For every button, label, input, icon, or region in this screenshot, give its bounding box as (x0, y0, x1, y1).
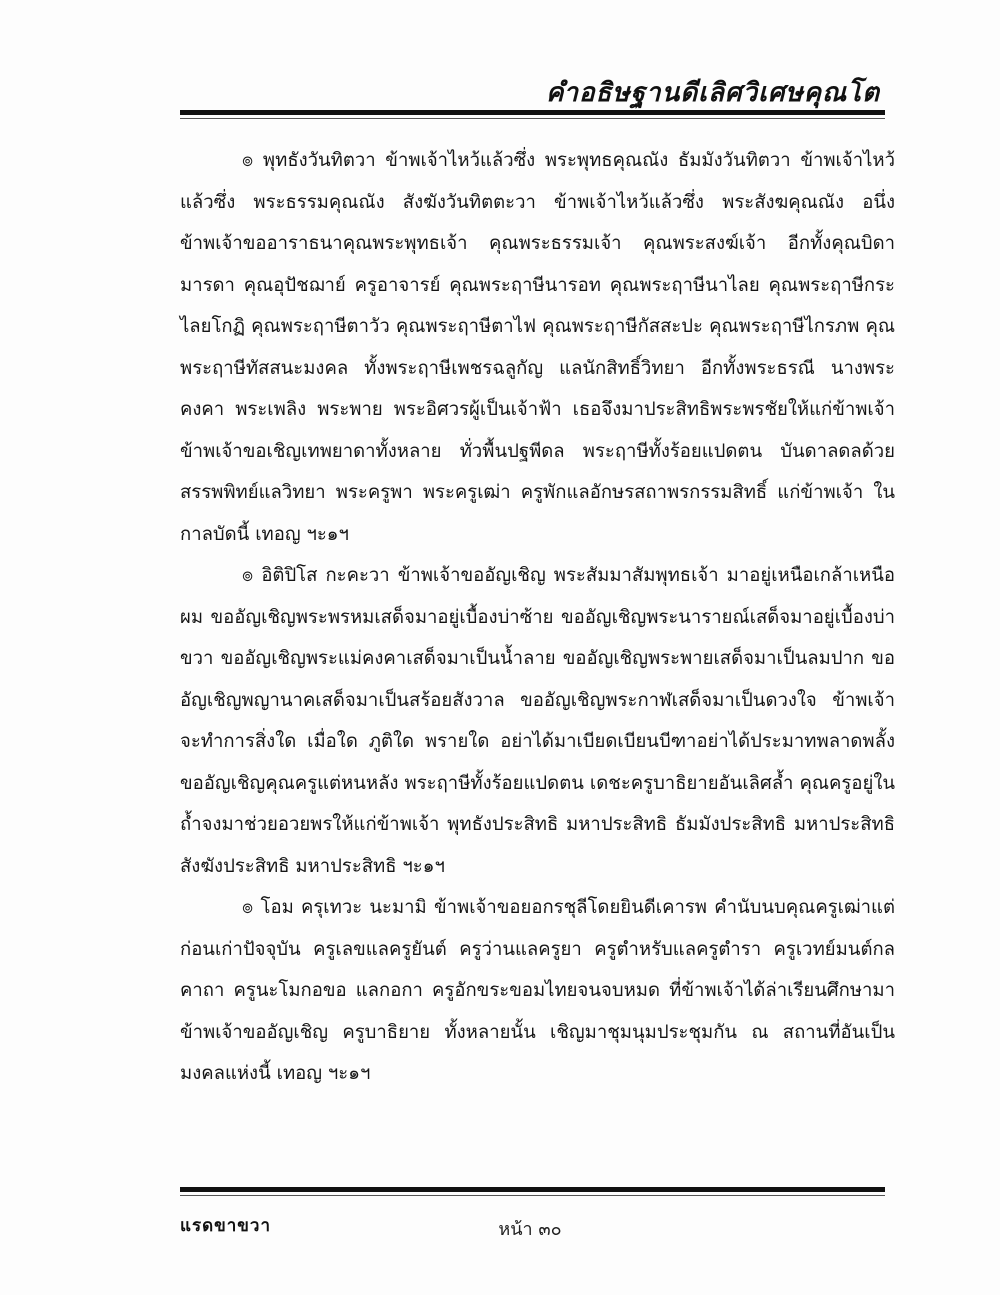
header-rule (180, 110, 885, 115)
footer-rule-thin (180, 1195, 885, 1196)
header-rule-thin (180, 118, 885, 119)
page-number: หน้า ๓๐ (498, 1219, 562, 1240)
body-text (180, 140, 895, 1095)
paragraph-2: ๏ อิติปิโส กะคะวา ข้าพเจ้าขออัญเชิญ พระสัมมาสัมพุทธเจ้า มาอยู่เหนือเกล้าเหนือผม ขออัญเชิญพระพรหมเสด็จมาอยู่เบื้องบ่าซ้าย ขออัญเชิญพระนารายณ์เสด็จมาอยู่เบื้องบ่าขวา ขออัญเชิญพระแม่คงคาเสด็จมาเป็นน้ำลาย ขออัญเชิญพระพายเสด็จมาเป็นลมปาก ขออัญเชิญพญานาคเสด็จมาเป็นสร้อยสังวาล ขออัญเชิญพระกาฬเสด็จมาเป็นดวงใจ ข้าพเจ้าจะทำการสิ่งใด เมื่อใด ภูติใด พรายใด อย่าได้มาเบียดเบียนบีฑาอย่าได้ประมาทพลาดพลั้ง ขออัญเชิญคุณครูแต่หนหลัง พระฤาษีทั้งร้อยแปดตน เดชะครูบาธิยายอันเลิศล้ำ คุณครูอยู่ในถ้ำจงมาช่วยอวยพรให้แก่ข้าพเจ้า พุทธังประสิทธิ มหาประสิทธิ ธัมมังประสิทธิ มหาประสิทธิ สังฆังประสิทธิ มหาประสิทธิ ฯะ๑ฯ (180, 565, 895, 877)
footer-left-label: แรดขาขวา (180, 1216, 272, 1236)
header-title: คำอธิษฐานดีเลิศวิเศษคุณโต (545, 78, 880, 108)
paragraph-1: ๏ พุทธังวันทิตวา ข้าพเจ้าไหว้แล้วซึ่ง พระพุทธคุณณัง ธัมมังวันทิตวา ข้าพเจ้าไหว้แล้วซึ่ง พระธรรมคุณณัง สังฆังวันทิตตะวา ข้าพเจ้าไหว้แล้วซึ่ง พระสังฆคุณณัง อนึ่ง ข้าพเจ้าขออาราธนาคุณพระพุทธเจ้า คุณพระธรรมเจ้า คุณพระสงฆ์เจ้า อีกทั้งคุณบิดามารดา คุณอุปัชฌาย์ ครูอาจารย์ คุณพระฤาษีนารอท คุณพระฤาษีนาไลย คุณพระฤาษีกระไลยโกฏิ คุณพระฤาษีตาวัว คุณพระฤาษีตาไฟ คุณพระฤาษีกัสสะปะ คุณพระฤาษีไกรภพ คุณพระฤาษีทัสสนะมงคล ทั้งพระฤาษีเพชรฉลูกัญ แลนักสิทธิ์วิทยา อีกทั้งพระธรณี นางพระคงคา พระเพลิง พระพาย พระอิศวรผู้เป็นเจ้าฟ้า เธอจึงมาประสิทธิพระพรชัยให้แก่ข้าพเจ้า ข้าพเจ้าขอเชิญเทพยาดาทั้งหลาย ทั่วพื้นปฐพีดล พระฤาษีทั้งร้อยแปดตน บันดาลดลด้วยสรรพพิทย์แลวิทยา พระครูพา พระครูเฒ่า ครูพักแลอักษรสถาพรกรรมสิทธิ์ แก่ข้าพเจ้า ในกาลบัดนี้ เทอญ ฯะ๑ฯ (180, 150, 895, 545)
footer-rule (180, 1187, 885, 1192)
paragraph-3: ๏ โอม ครุเทวะ นะมามิ ข้าพเจ้าขอยอกรชุลีโดยยินดีเคารพ คำนับนบคุณครูเฒ่าแต่ก่อนเก่าปัจจุบัน ครูเลขแลครูยันต์ ครูว่านแลครูยา ครูตำหรับแลครูตำรา ครูเวทย์มนต์กลคาถา ครูนะโมกอขอ แลกอกา ครูอักขระขอมไทยจนจบหมด ที่ข้าพเจ้าได้ล่าเรียนศึกษามา ข้าพเจ้าขออัญเชิญ ครูบาธิยาย ทั้งหลายนั้น เชิญมาชุมนุมประชุมกัน ณ สถานที่อันเป็นมงคลแห่งนี้ เทอญ ฯะ๑ฯ (180, 897, 895, 1084)
